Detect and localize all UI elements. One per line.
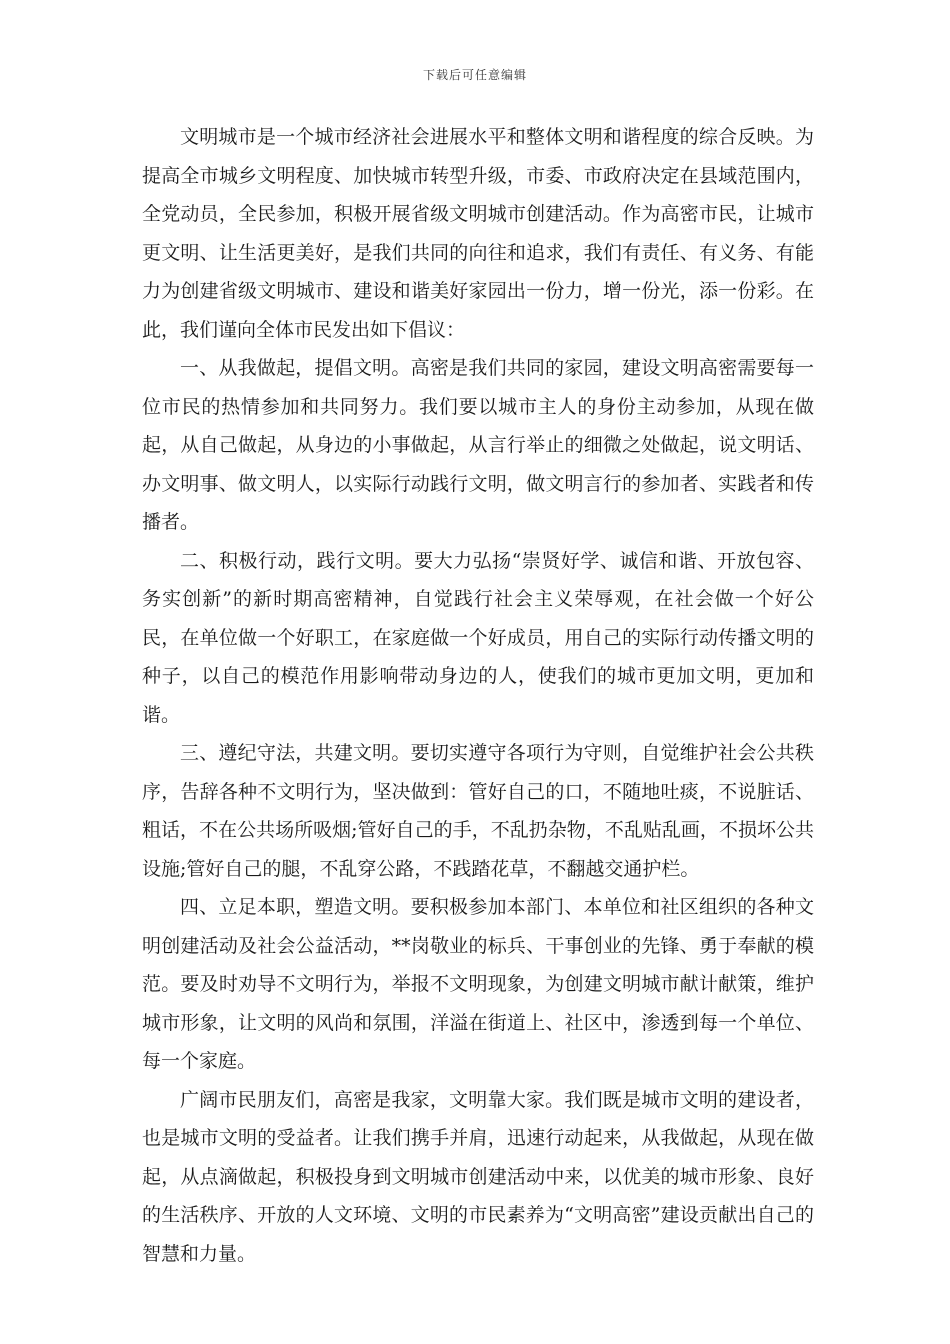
header-note: 下载后可任意编辑 bbox=[422, 68, 527, 82]
paragraph-four: 四、立足本职，塑造文明。要积极参加本部门、本单位和社区组织的各种文明创建活动及社会公益活动，**岗敬业的标兵、干事创业的先锋、勇于奉献的模范。要及时劝导不文明行为，举报不文明现象，为创建文明城市献计献策，维护城市形象，让文明的风尚和氛围，洋溢在街道上、社区中，渗透到每一个单位、每一个家庭。 bbox=[142, 896, 814, 1072]
paragraph-two: 二、积极行动，践行文明。要大力弘扬“崇贤好学、诚信和谐、开放包容、务实创新”的新时期高密精神，自觉践行社会主义荣辱观，在社会做一个好公民，在单位做一个好职工，在家庭做一个好成员，用自己的实际行动传播文明的种子，以自己的模范作用影响带动身边的人，使我们的城市更加文明，更加和谐。 bbox=[142, 549, 814, 726]
paragraph-closing: 广阔市民朋友们，高密是我家，文明靠大家。我们既是城市文明的建设者，也是城市文明的受益者。让我们携手并肩，迅速行动起来，从我做起，从现在做起，从点滴做起，积极投身到文明城市创建活动中来，以优美的城市形象、良好的生活秩序、开放的人文环境、文明的市民素养为“文明高密”建设贡献出自己的智慧和力量。 bbox=[142, 1088, 814, 1265]
document-body bbox=[142, 118, 814, 1273]
paragraph-three: 三、遵纪守法，共建文明。要切实遵守各项行为守则，自觉维护社会公共秩序，告辞各种不文明行为，坚决做到：管好自己的口，不随地吐痰，不说脏话、粗话，不在公共场所吸烟;管好自己的手，不乱扔杂物，不乱贴乱画，不损坏公共设施;管好自己的腿，不乱穿公路，不践踏花草，不翻越交通护栏。 bbox=[142, 742, 814, 880]
paragraph-one: 一、从我做起，提倡文明。高密是我们共同的家园，建设文明高密需要每一位市民的热情参加和共同努力。我们要以城市主人的身份主动参加，从现在做起，从自己做起，从身边的小事做起，从言行举止的细微之处做起，说文明话、办文明事、做文明人，以实际行动践行文明，做文明言行的参加者、实践者和传播者。 bbox=[142, 357, 814, 533]
paragraph-intro: 文明城市是一个城市经济社会进展水平和整体文明和谐程度的综合反映。为提高全市城乡文明程度、加快城市转型升级，市委、市政府决定在县域范围内，全党动员，全民参加，积极开展省级文明城市创建活动。作为高密市民，让城市更文明、让生活更美好，是我们共同的向往和追求，我们有责任、有义务、有能力为创建省级文明城市、建设和谐美好家园出一份力，增一份光，添一份彩。在此，我们谨向全体市民发出如下倡议： bbox=[142, 126, 814, 341]
